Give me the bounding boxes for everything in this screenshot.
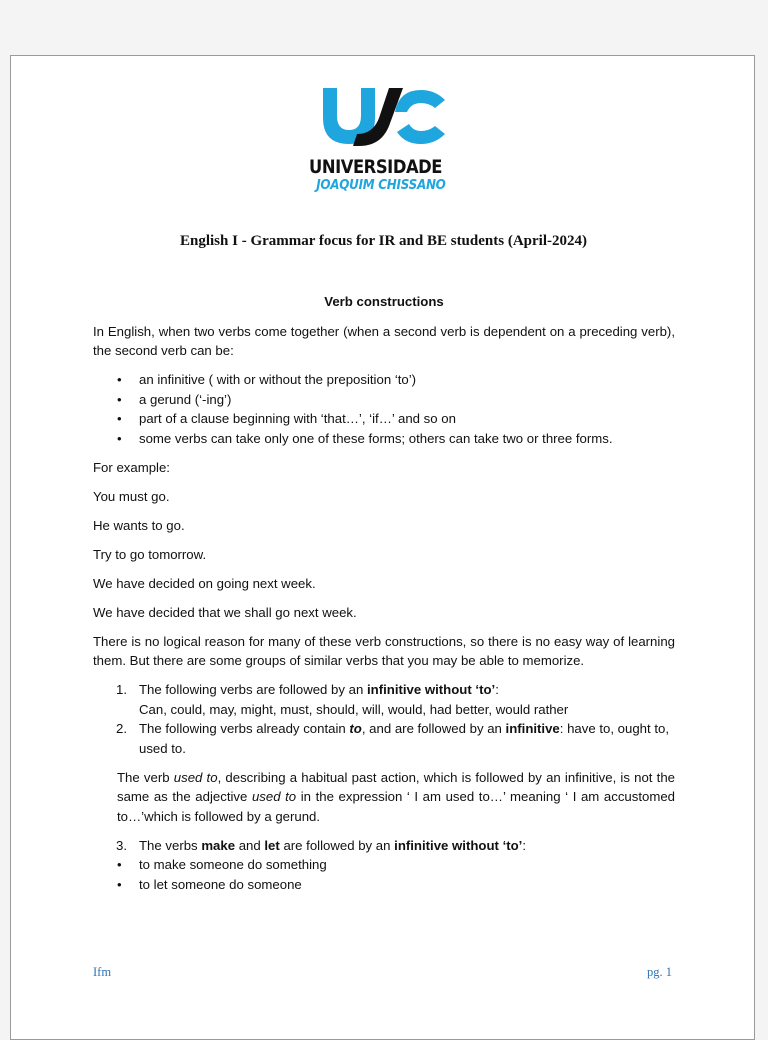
explanation-paragraph: There is no logical reason for many of these verb constructions, so there is no easy way of learning them. But there are some groups of similar verbs that you may be able to memorize. bbox=[93, 633, 675, 668]
verb-groups-list bbox=[93, 680, 675, 758]
used-to-note bbox=[117, 768, 675, 827]
example-sentence: He wants to go. bbox=[93, 517, 185, 533]
item-text: are followed by an bbox=[279, 837, 395, 853]
item-bold-text: infinitive without ‘to’ bbox=[394, 837, 523, 853]
university-logo bbox=[309, 86, 461, 194]
intro-paragraph: In English, when two verbs come together (when a second verb is dependent on a preceding verb), the second verb can be: bbox=[93, 323, 675, 358]
page-number: pg. 1 bbox=[647, 965, 672, 979]
example-sentence: We have decided that we shall go next week. bbox=[93, 604, 357, 620]
section-heading: Verb constructions bbox=[324, 294, 444, 309]
item-text: , and are followed by an bbox=[361, 721, 506, 736]
verb-groups-list-continued bbox=[93, 836, 675, 856]
note-italic-text: used to bbox=[251, 789, 297, 804]
item-text: : have to, ought to, used to. bbox=[139, 721, 670, 756]
ujc-logo-mark bbox=[319, 86, 449, 148]
note-text: The verb bbox=[117, 769, 174, 785]
example-sentence: Try to go tomorrow. bbox=[93, 546, 207, 562]
example-label: For example: bbox=[93, 459, 170, 475]
document-page bbox=[10, 55, 755, 1040]
item-bold-italic-text: to bbox=[349, 721, 362, 736]
list-item-2 bbox=[93, 719, 675, 758]
list-number: 2. bbox=[116, 721, 127, 736]
item-text: The verbs bbox=[139, 837, 202, 853]
list-number: 3. bbox=[116, 837, 127, 853]
list-number: 1. bbox=[116, 682, 127, 697]
verb-forms-list bbox=[93, 370, 675, 448]
note-text: , describing a habitual past action, which is followed by an infinitive, is not the same as the adjective bbox=[117, 769, 675, 804]
item-text: The following verbs already contain bbox=[139, 721, 350, 736]
note-text: in the expression ‘ I am used to…’ meaning ‘ I am accustomed to…’which is followed by a gerund. bbox=[117, 789, 675, 824]
note-italic-text: used to bbox=[173, 769, 218, 785]
list-item: • part of a clause beginning with ‘that…’, ‘if…’ and so on bbox=[93, 409, 675, 429]
item-text: : bbox=[495, 682, 499, 697]
modal-verbs-text: Can, could, may, might, must, should, will, would, had better, would rather bbox=[139, 701, 569, 717]
example-sentence: We have decided on going next week. bbox=[93, 575, 316, 591]
example-sentence: You must go. bbox=[93, 488, 170, 504]
logo-university-text: UNIVERSIDADE bbox=[309, 156, 443, 178]
item-bold-text: let bbox=[264, 837, 280, 853]
item-bold-text: make bbox=[201, 837, 236, 853]
item-text: The following verbs are followed by an bbox=[139, 682, 367, 697]
list-item: • some verbs can take only one of these forms; others can take two or three forms. bbox=[93, 429, 675, 449]
make-let-examples-list bbox=[93, 855, 675, 894]
item-bold-text: infinitive without ‘to’ bbox=[366, 682, 496, 697]
item-text: and bbox=[235, 837, 265, 853]
list-item: • an infinitive ( with or without the preposition ‘to’) bbox=[93, 370, 675, 390]
item-bold-text: infinitive bbox=[505, 721, 560, 736]
list-item-1 bbox=[93, 680, 675, 719]
footer-initials: Ifm bbox=[93, 965, 112, 979]
list-item-3 bbox=[93, 836, 675, 856]
document-title: English I - Grammar focus for IR and BE students (April-2024) bbox=[180, 233, 587, 249]
logo-name-text: JOAQUIM CHISSANO bbox=[316, 178, 446, 193]
list-item: • to let someone do someone bbox=[93, 875, 675, 895]
document-body bbox=[93, 292, 675, 904]
list-item: • a gerund (‘-ing’) bbox=[93, 390, 675, 410]
item-text: : bbox=[522, 837, 527, 853]
list-item: • to make someone do something bbox=[93, 855, 675, 875]
